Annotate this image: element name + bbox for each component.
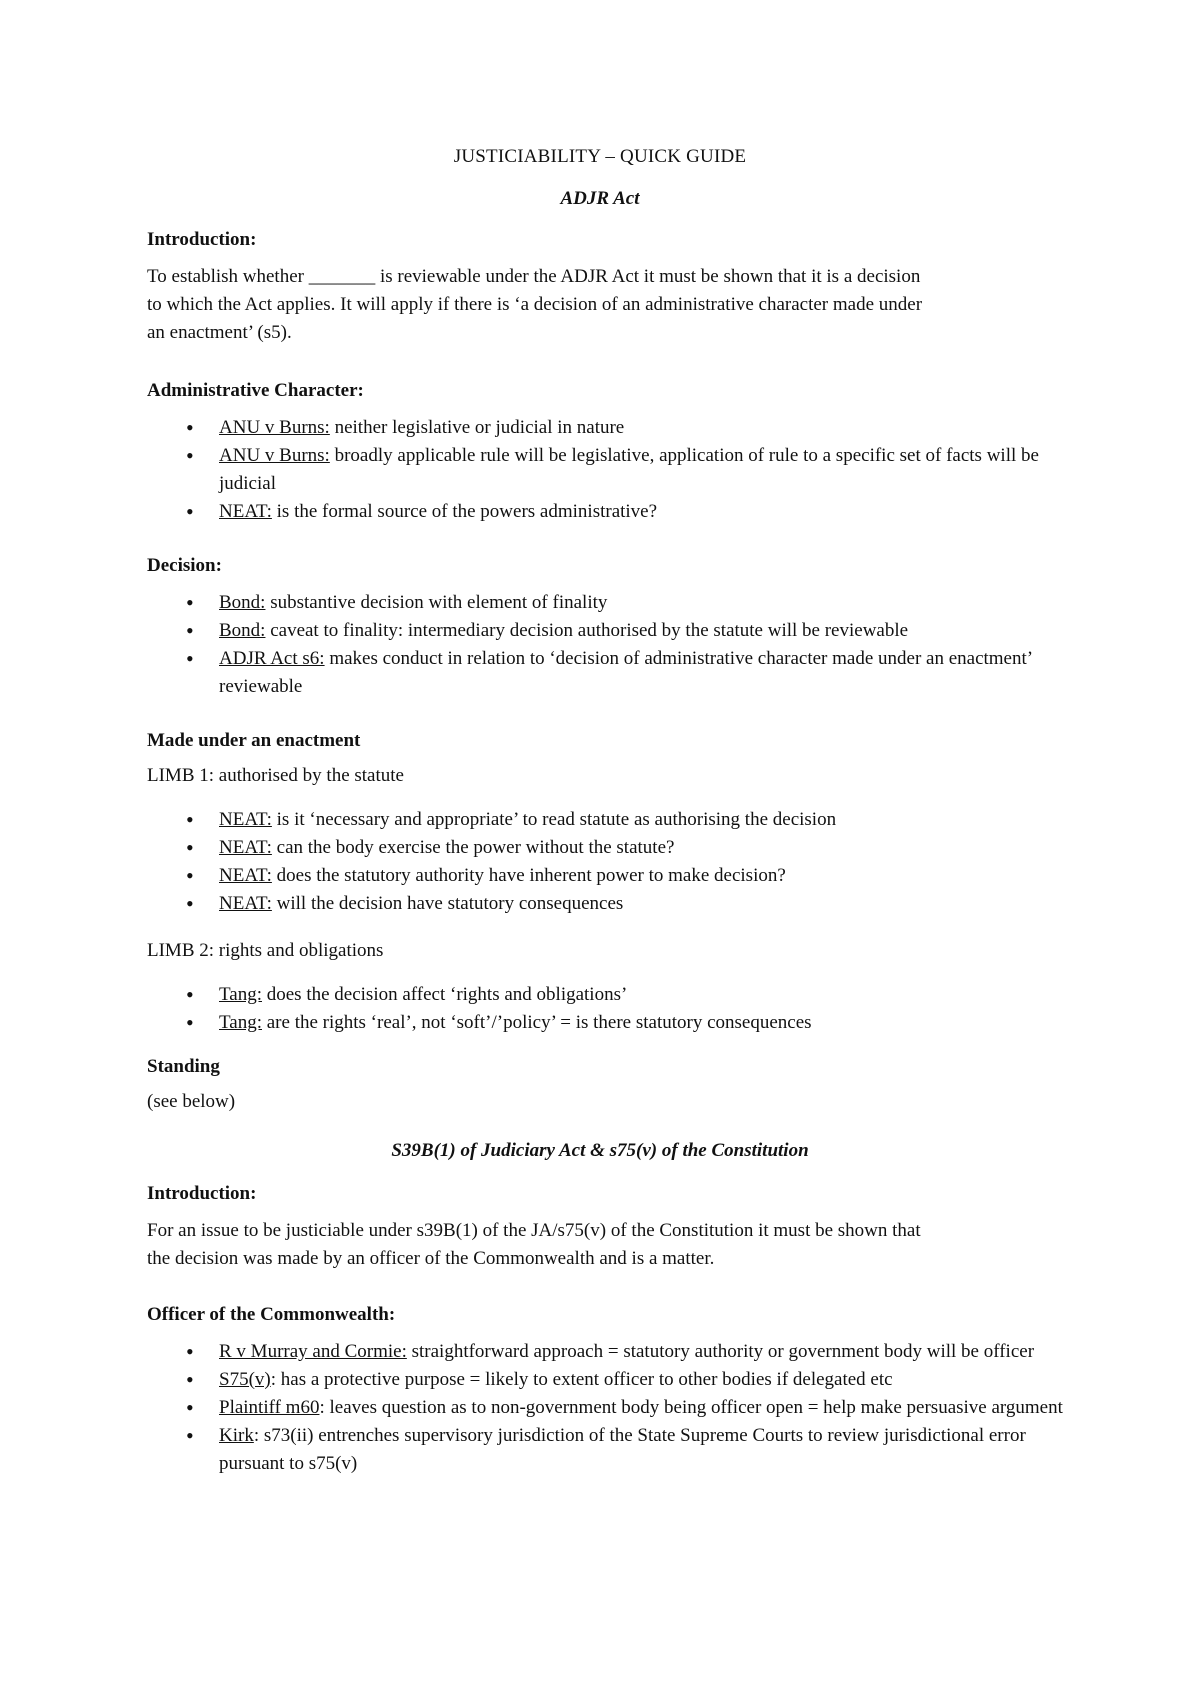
officer-list <box>186 1338 1066 1478</box>
case-name: ADJR Act s6: <box>219 648 325 669</box>
list-item <box>186 981 1066 1009</box>
case-name: Kirk <box>219 1425 254 1446</box>
case-name: NEAT: <box>219 501 272 522</box>
case-name: Plaintiff m60 <box>219 1397 320 1418</box>
standing-text: (see below) <box>147 1091 236 1112</box>
intro-line: an enactment’ (s5). <box>147 322 292 343</box>
list-item <box>186 1422 1066 1478</box>
limb1-label: LIMB 1: authorised by the statute <box>147 765 404 786</box>
heading-administrative-character: Administrative Character: <box>147 380 364 401</box>
heading-introduction-s39b: Introduction: <box>147 1183 257 1204</box>
heading-made-under-enactment: Made under an enactment <box>147 730 361 751</box>
item-text: can the body exercise the power without the statute? <box>271 837 675 858</box>
admin-list <box>186 414 1066 526</box>
case-name: ANU v Burns: <box>219 445 330 466</box>
item-text: makes conduct in relation to ‘decision of administrative character made under an enactment’ reviewable <box>219 648 1032 697</box>
list-item <box>186 414 1066 442</box>
item-text: : leaves question as to non-government body being officer open = help make persuasive argument <box>319 1397 1063 1418</box>
list-item <box>186 890 1066 918</box>
case-name: NEAT: <box>219 865 272 886</box>
item-text: caveat to finality: intermediary decision authorised by the statute will be reviewable <box>265 620 909 641</box>
item-text: : s73(ii) entrenches supervisory jurisdiction of the State Supreme Courts to review jurisdictional error pursuant to s75(v) <box>219 1425 1026 1474</box>
case-name: Tang: <box>219 984 262 1005</box>
list-item <box>186 589 1066 617</box>
item-text: is it ‘necessary and appropriate’ to read statute as authorising the decision <box>271 809 837 830</box>
list-item <box>186 1009 1066 1037</box>
list-item <box>186 645 1066 701</box>
decision-list <box>186 589 1066 701</box>
document-title: JUSTICIABILITY – QUICK GUIDE <box>453 146 747 167</box>
item-text: does the decision affect ‘rights and obligations’ <box>262 984 628 1005</box>
case-name: R v Murray and Cormie: <box>219 1341 407 1362</box>
list-item <box>186 1394 1066 1422</box>
heading-standing: Standing <box>147 1056 220 1077</box>
item-text: straightforward approach = statutory authority or government body will be officer <box>406 1341 1035 1362</box>
list-item <box>186 1366 1066 1394</box>
intro-paragraph <box>147 263 1067 347</box>
limb2-list <box>186 981 1066 1037</box>
section-heading-s39b: S39B(1) of Judiciary Act & s75(v) of the Constitution <box>391 1140 809 1161</box>
section-heading-adjr: ADJR Act <box>560 188 640 209</box>
intro-line: To establish whether _______ is reviewable under the ADJR Act it must be shown that it is a decision <box>147 266 921 287</box>
item-text: broadly applicable rule will be legislative, application of rule to a specific set of facts will be judicial <box>219 445 1039 494</box>
limb1-list <box>186 806 1066 918</box>
case-name: Bond: <box>219 620 266 641</box>
case-name: ANU v Burns: <box>219 417 330 438</box>
heading-introduction: Introduction: <box>147 229 257 250</box>
case-name: S75(v) <box>219 1369 271 1390</box>
intro-line: For an issue to be justiciable under s39B(1) of the JA/s75(v) of the Constitution it must be shown that <box>147 1220 921 1241</box>
item-text: : has a protective purpose = likely to extent officer to other bodies if delegated etc <box>270 1369 893 1390</box>
list-item <box>186 806 1066 834</box>
heading-decision: Decision: <box>147 555 222 576</box>
heading-officer-commonwealth: Officer of the Commonwealth: <box>147 1304 396 1325</box>
list-item <box>186 834 1066 862</box>
item-text: are the rights ‘real’, not ‘soft’/’policy’ = is there statutory consequences <box>262 1012 812 1033</box>
list-item <box>186 1338 1066 1366</box>
case-name: NEAT: <box>219 809 272 830</box>
limb2-label: LIMB 2: rights and obligations <box>147 940 384 961</box>
item-text: will the decision have statutory consequences <box>271 893 624 914</box>
list-item <box>186 617 1066 645</box>
list-item <box>186 442 1066 498</box>
intro-line: to which the Act applies. It will apply if there is ‘a decision of an administrative character made under <box>147 294 923 315</box>
s39b-intro-paragraph <box>147 1217 1067 1273</box>
case-name: Bond: <box>219 592 266 613</box>
item-text: substantive decision with element of finality <box>265 592 608 613</box>
intro-line: the decision was made by an officer of the Commonwealth and is a matter. <box>147 1248 715 1269</box>
case-name: Tang: <box>219 1012 262 1033</box>
item-text: is the formal source of the powers administrative? <box>271 501 658 522</box>
case-name: NEAT: <box>219 893 272 914</box>
case-name: NEAT: <box>219 837 272 858</box>
item-text: does the statutory authority have inherent power to make decision? <box>271 865 786 886</box>
item-text: neither legislative or judicial in nature <box>329 417 625 438</box>
list-item <box>186 862 1066 890</box>
list-item <box>186 498 1066 526</box>
